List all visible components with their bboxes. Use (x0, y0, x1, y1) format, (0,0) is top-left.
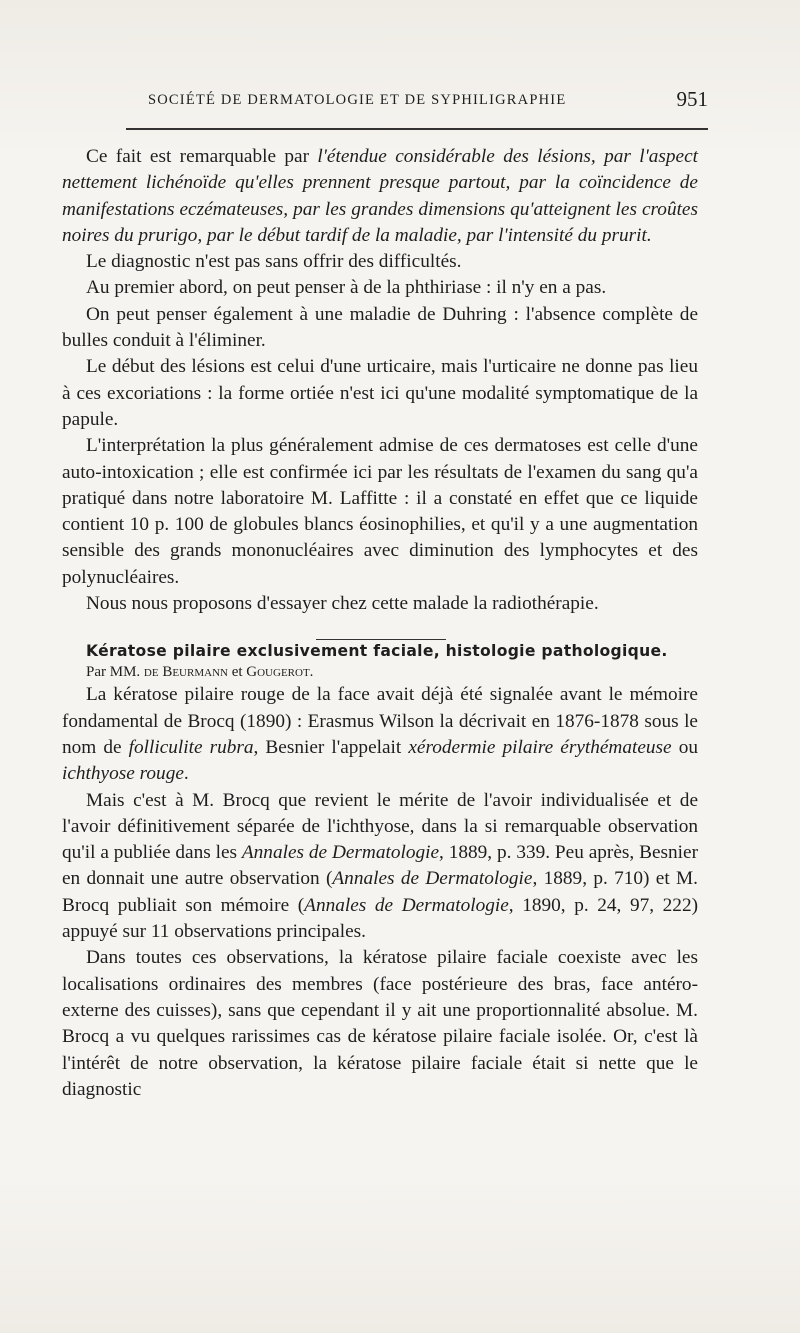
paragraph: L'interprétation la plus généralement admise de ces dermatoses est celle d'une auto-intoxication ; elle est confirmée ici par les résultats de l'examen du sang qu'a pratiqué dans notre laboratoire M. Laffitte : il a constaté en effet que ce liquide contient 10 p. 100 de globules blancs éosinophilies, et qu'il y a une augmentation sensible des grands mononucléaires avec diminution des lymphocytes et des polynucléaires. (62, 435, 698, 588)
paragraph: Le début des lésions est celui d'une urticaire, mais l'urticaire ne donne pas lieu à ces excoriations : la forme ortiée n'est ici qu'une modalité symptomatique de la papule. (62, 356, 698, 430)
author-name: de Beurmann (143, 664, 228, 681)
byline (62, 662, 698, 682)
paragraph-text: , 1890, p. 24, 97, 222) appuyé sur 11 observations principales. (62, 894, 699, 943)
byline-suffix: . (309, 664, 314, 681)
paragraph-text: Mais c'est à M. Brocq que revient le mérite de l'avoir individualisée et de l'avoir définitivement séparée de l'ichthyose, dans la si remarquable observation qu'il a publiée dans les (62, 789, 698, 864)
author-name: Gougerot (246, 664, 310, 681)
italic-text: Annales de Dermatologie (332, 868, 533, 890)
paragraph-text: , 1889, p. 710) et M. Brocq publiait son mémoire ( (62, 868, 698, 916)
running-head (62, 87, 708, 116)
body-text (62, 144, 698, 1103)
section-title: Kératose pilaire exclusivement faciale, histologie pathologique. (86, 642, 668, 661)
paragraph: On peut penser également à une maladie de Duhring : l'absence complète de bulles conduit à l'éliminer. (62, 303, 698, 352)
paragraph-text: . (183, 763, 189, 785)
paragraph-text: , 1889, p. 339. Peu après, Besnier en donnait une autre observation ( (62, 842, 698, 890)
italic-text: xérodermie pilaire érythémateuse (408, 736, 672, 758)
italic-text: folliculite rubra (128, 736, 254, 758)
byline-prefix: Par MM. (86, 664, 144, 681)
italic-text: Annales de Dermatologie (304, 894, 509, 916)
paragraph: Nous nous proposons d'essayer chez cette malade la radiothérapie. (86, 593, 599, 615)
running-title: SOCIÉTÉ DE DERMATOLOGIE ET DE SYPHILIGRAPHIE (148, 92, 567, 108)
paragraph: Le diagnostic n'est pas sans offrir des difficultés. (86, 251, 462, 273)
italic-text: ichthyose rouge (62, 763, 184, 785)
italic-text: Annales de Dermatologie (241, 842, 440, 864)
header-rule (126, 128, 708, 130)
paragraph (62, 788, 698, 946)
paragraph-text: ou (671, 736, 698, 758)
paragraph: Dans toutes ces observations, la kératose pilaire faciale coexiste avec les localisations ordinaires des membres (face postérieure des bras, face antéro-externe des cuisses), sans que cependant il y ait une proportionnalité absolue. M. Brocq a vu quelques rarissimes cas de kératose pilaire faciale isolée. Or, c'est là l'intérêt de notre observation, la kératose pilaire faciale était si nette que le diagnostic (62, 947, 698, 1100)
paragraph: Au premier abord, on peut penser à de la phthiriase : il n'y en a pas. (86, 277, 607, 299)
paragraph (62, 144, 698, 249)
italic-text: l'étendue considérable des lésions, par l'aspect nettement lichénoïde qu'elles prennent presque partout, par la coïncidence de manifestations eczémateuses, par les grandes dimensions qu'atteignent les croûtes noires du prurigo, par le début tardif de la maladie, par l'intensité du prurit. (62, 146, 698, 246)
paragraph (62, 682, 698, 787)
section-divider (316, 639, 446, 640)
paragraph-text: Ce fait est remarquable par (86, 146, 318, 167)
byline-conjunction: et (227, 664, 247, 681)
paragraph-text: , Besnier l'appelait (253, 736, 409, 758)
page-number: 951 (676, 87, 708, 111)
paragraph-text: La kératose pilaire rouge de la face avait déjà été signalée avant le mémoire fondamental de Brocq (1890) : Erasmus Wilson la décrivait en 1876-1878 sous le nom de (62, 684, 698, 758)
